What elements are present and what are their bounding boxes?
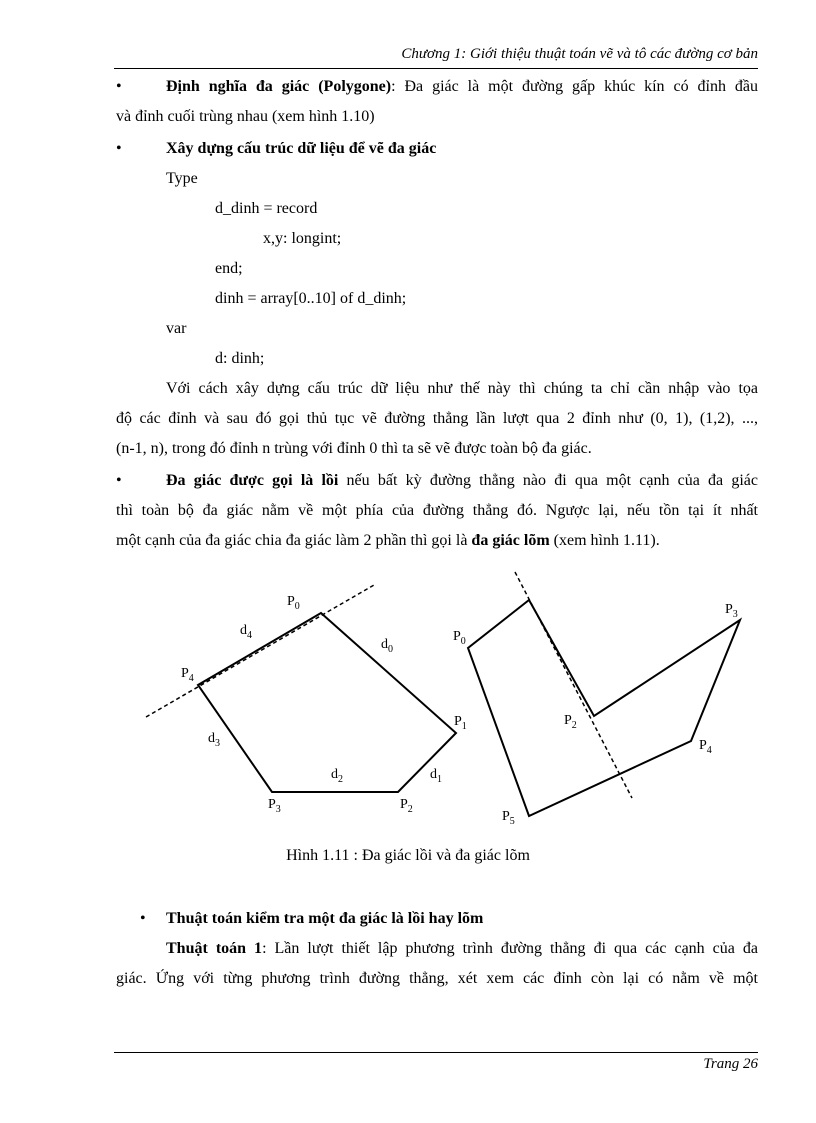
concave-dividing-line: [515, 572, 632, 798]
convex-definition-line3: [116, 531, 660, 551]
polygon-definition-term: Định nghĩa đa giác (Polygone): [166, 78, 392, 95]
code-line: d: dinh;: [215, 350, 265, 367]
convex-vertex-label: $P_1$: [454, 714, 467, 732]
data-structure-heading-text: Xây dựng cấu trúc dữ liệu để vẽ đa giác: [166, 140, 437, 157]
polygon-definition-line1: [166, 77, 758, 97]
edge-label: $d_3$: [208, 731, 220, 749]
concave-vertex-label: $P_5$: [502, 809, 515, 827]
code-line: d_dinh = record: [215, 200, 318, 217]
concave-vertex-label: $P_2$: [564, 713, 577, 731]
edge-label: $d_2$: [331, 767, 343, 785]
algorithm-line2: giác. Ứng với từng phương trình đường thẳng, xét xem các đỉnh còn lại có nằm về một: [116, 970, 758, 987]
convex-term: Đa giác được gọi là lồi: [166, 472, 339, 489]
convex-vertex-label: $P_2$: [400, 797, 413, 815]
bullet: •: [116, 78, 122, 95]
concave-polygon: [468, 600, 740, 816]
convex-vertex-label: $P_4$: [181, 666, 194, 684]
data-structure-heading: [166, 139, 436, 159]
concave-vertex-label: $P_0$: [453, 629, 466, 647]
convex-vertex-label: $P_0$: [287, 594, 300, 612]
polygon-figure: [110, 560, 770, 840]
concave-text-a: một cạnh của đa giác chia đa giác làm 2 phần thì gọi là: [116, 532, 472, 549]
bullet: •: [116, 472, 122, 489]
concave-vertex-label: $P_3$: [725, 602, 738, 620]
concave-vertex-label: $P_4$: [699, 738, 712, 756]
edge-label: $d_0$: [381, 637, 393, 655]
code-line: var: [166, 320, 187, 337]
paragraph-line: độ các đỉnh và sau đó gọi thủ tục vẽ đường thẳng lần lượt qua 2 đỉnh như (0, 1), (1,2), ...,: [116, 410, 758, 427]
algorithm-heading-text: Thuật toán kiểm tra một đa giác là lồi hay lõm: [166, 910, 484, 927]
code-line: x,y: longint;: [263, 230, 342, 247]
paragraph-line: (n-1, n), trong đó đỉnh n trùng với đỉnh 0 thì ta sẽ vẽ được toàn bộ đa giác.: [116, 440, 592, 457]
code-line: end;: [215, 260, 243, 277]
footer-rule: [114, 1052, 758, 1053]
code-line: Type: [166, 170, 198, 187]
algorithm-line1: [166, 939, 758, 959]
concave-term: đa giác lõm: [471, 532, 550, 549]
figure-caption: Hình 1.11 : Đa giác lồi và đa giác lõm: [286, 847, 530, 864]
algorithm-heading: [166, 909, 483, 929]
bullet: •: [116, 140, 122, 157]
paragraph-line: Với cách xây dựng cấu trúc dữ liệu như thế này thì chúng ta chỉ cần nhập vào tọa: [166, 380, 758, 397]
edge-label: $d_4$: [240, 623, 252, 641]
convex-definition-line2: thì toàn bộ đa giác nằm về một phía của đường thẳng đó. Ngược lại, nếu tồn tại ít nhất: [116, 502, 758, 519]
convex-vertex-label: $P_3$: [268, 797, 281, 815]
convex-support-line: [146, 585, 374, 717]
polygon-definition-line2: và đỉnh cuối trùng nhau (xem hình 1.10): [116, 108, 375, 125]
convex-definition-text: nếu bất kỳ đường thẳng nào đi qua một cạnh của đa giác: [338, 472, 759, 489]
polygon-definition-text: : Đa giác là một đường gấp khúc kín có đỉnh đầu: [391, 78, 759, 95]
bullet: •: [140, 910, 146, 927]
algorithm-term: Thuật toán 1: [166, 940, 263, 957]
algorithm-text: : Lần lượt thiết lập phương trình đường thẳng đi qua các cạnh của đa: [262, 940, 758, 957]
running-header: Chương 1: Giới thiệu thuật toán vẽ và tô các đường cơ bản: [401, 46, 758, 62]
concave-text-c: (xem hình 1.11).: [549, 532, 660, 549]
convex-definition-line1: [166, 471, 758, 491]
edge-label: $d_1$: [430, 767, 442, 785]
page-number: Trang 26: [703, 1056, 758, 1072]
header-rule: [114, 68, 758, 69]
code-line: dinh = array[0..10] of d_dinh;: [215, 290, 407, 307]
convex-polygon: [198, 613, 456, 792]
